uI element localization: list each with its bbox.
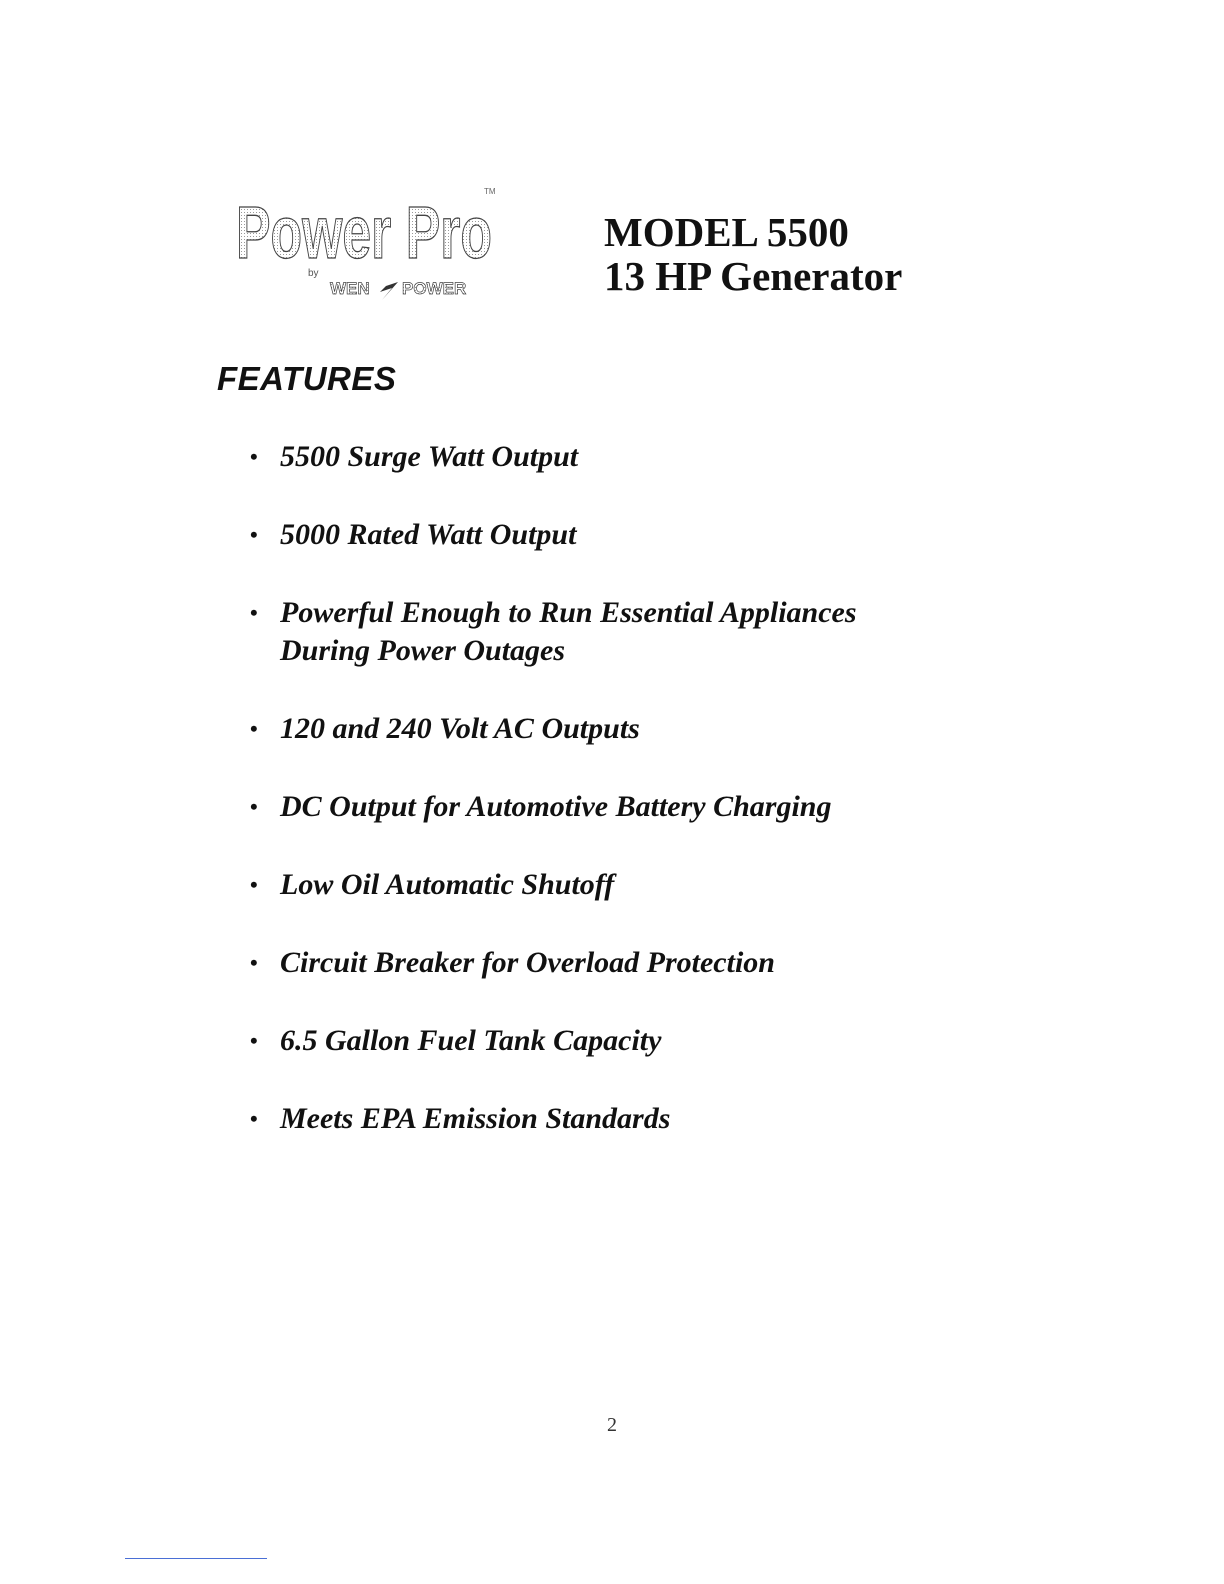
- bullet-icon: •: [250, 950, 258, 975]
- bullet-icon: •: [250, 872, 258, 897]
- feature-text: Low Oil Automatic Shutoff: [280, 868, 615, 901]
- page-number: 2: [607, 1414, 617, 1436]
- footnote-divider: [125, 1558, 267, 1559]
- feature-text: Circuit Breaker for Overload Protection: [280, 946, 775, 979]
- logo-brand-left: WEN: [330, 279, 370, 298]
- feature-text: DC Output for Automotive Battery Charging: [280, 790, 832, 823]
- feature-text: 5500 Surge Watt Output: [280, 440, 579, 473]
- bullet-icon: •: [250, 522, 258, 547]
- feature-item: [246, 438, 946, 476]
- model-subtitle: 13 HP Generator: [604, 253, 903, 299]
- features-heading: FEATURES: [217, 360, 397, 397]
- feature-text: 5000 Rated Watt Output: [280, 518, 577, 551]
- feature-item: [246, 594, 946, 670]
- logo-main-text: Power Pro: [236, 191, 492, 274]
- feature-text: 120 and 240 Volt AC Outputs: [280, 712, 640, 745]
- feature-list: [246, 438, 946, 1178]
- feature-item: [246, 710, 946, 748]
- feature-text: 6.5 Gallon Fuel Tank Capacity: [280, 1024, 662, 1057]
- feature-item: [246, 1100, 946, 1138]
- model-title: MODEL 5500: [604, 209, 849, 255]
- lightning-bolt-icon: [380, 278, 398, 300]
- feature-item: [246, 944, 946, 982]
- bullet-icon: •: [250, 1028, 258, 1053]
- power-pro-logo: [232, 182, 504, 300]
- model-header: [604, 210, 902, 298]
- logo-trademark: TM: [484, 187, 496, 196]
- bullet-icon: •: [250, 716, 258, 741]
- feature-text: Powerful Enough to Run Essential Appliances During Power Outages: [280, 596, 857, 667]
- bullet-icon: •: [250, 1106, 258, 1131]
- feature-item: [246, 788, 946, 826]
- logo-by-text: by: [308, 268, 319, 279]
- feature-text: Meets EPA Emission Standards: [280, 1102, 671, 1135]
- bullet-icon: •: [250, 794, 258, 819]
- logo-brand-right: POWER: [402, 279, 467, 298]
- bullet-icon: •: [250, 600, 258, 625]
- feature-item: [246, 1022, 946, 1060]
- feature-item: [246, 866, 946, 904]
- bullet-icon: •: [250, 444, 258, 469]
- feature-item: [246, 516, 946, 554]
